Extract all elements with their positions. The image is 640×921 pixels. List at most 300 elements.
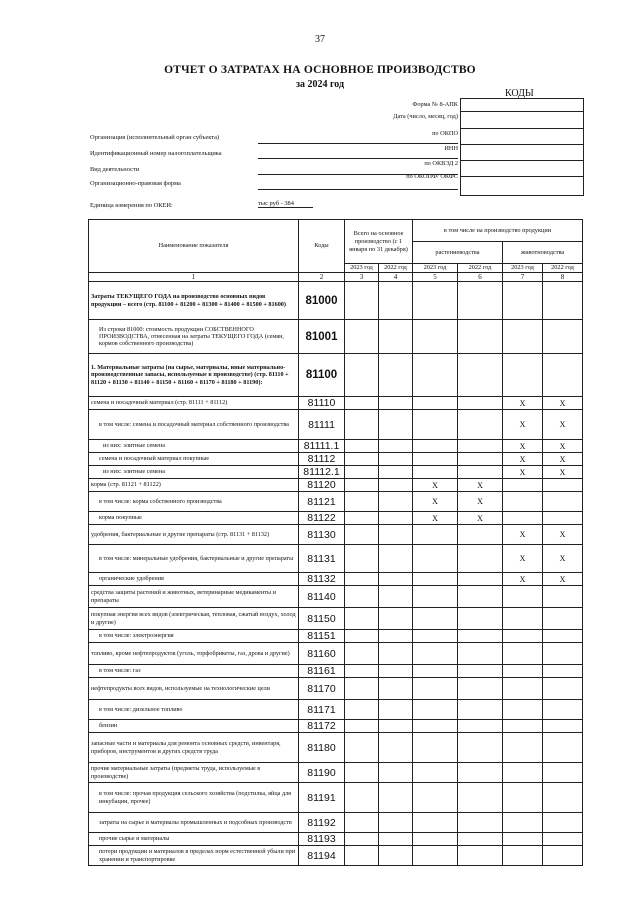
row-name: из них: элитные семена: [89, 440, 299, 453]
table-row: [89, 512, 583, 525]
row-name: семена и посадочный материал покупные: [89, 453, 299, 466]
row-code: 81112: [299, 453, 345, 466]
report-subtitle: за 2024 год: [295, 79, 345, 90]
activity-label: Вид деятельности: [90, 166, 140, 173]
row-name: органические удобрения: [89, 573, 299, 586]
value-cell[interactable]: [379, 783, 413, 813]
na-mark: X: [543, 410, 583, 440]
row-code: 81193: [299, 833, 345, 846]
report-title: ОТЧЕТ О ЗАТРАТАХ НА ОСНОВНОЕ ПРОИЗВОДСТВО: [164, 64, 476, 76]
row-name: средства защиты растений и животных, ветеринарные медикаменты и препараты: [89, 586, 299, 608]
table-row: [89, 397, 583, 410]
code-label-date: Дата (число, месяц, год): [393, 113, 458, 120]
value-cell[interactable]: [413, 466, 458, 479]
value-cell[interactable]: [345, 586, 379, 608]
value-cell[interactable]: [413, 525, 458, 545]
value-cell[interactable]: [503, 678, 543, 700]
na-mark: X: [503, 410, 543, 440]
code-cell[interactable]: [461, 99, 583, 112]
value-cell[interactable]: [379, 492, 413, 512]
row-code: 81151: [299, 630, 345, 643]
row-name: нефтепродукты всех видов, используемые на технологические цели: [89, 678, 299, 700]
row-name: в том числе: минеральные удобрения, бактериальные и другие препараты: [89, 545, 299, 573]
col-number: 1: [89, 273, 299, 282]
na-mark: X: [503, 440, 543, 453]
row-name: 1. Материальные затраты (на сырье, материалы, иные материально-производственные запасы, используемые в производстве) (стр. 81110 + 81120 + 81130 + 81140 + 81150 + 81160 + 81170 + 81180 + 81190):: [89, 354, 299, 397]
value-cell[interactable]: [503, 354, 543, 397]
row-name: покупная энергия всех видов (электрическая, тепловая, сжатый воздух, холод и другие): [89, 608, 299, 630]
table-row: [89, 440, 583, 453]
row-name: Из строки 81000: стоимость продукции СОБСТВЕННОГО ПРОИЗВОДСТВА, отнесенная на затраты ТЕКУЩЕГО ГОДА (семян, кормов собственного производства): [89, 320, 299, 354]
value-cell[interactable]: [503, 282, 543, 320]
inn-field[interactable]: [258, 157, 458, 159]
na-mark: X: [503, 525, 543, 545]
value-cell[interactable]: [413, 282, 458, 320]
row-name: Затраты ТЕКУЩЕГО ГОДА на производство основных видов продукции – всего (стр. 81100 + 81200 + 81300 + 81400 + 81500 + 81600): [89, 282, 299, 320]
row-name: в том числе: корма собственного производства: [89, 492, 299, 512]
row-name: потери продукции и материалов в пределах норм естественной убыли при хранении и транспортировке: [89, 846, 299, 866]
value-cell[interactable]: [413, 440, 458, 453]
code-label-inn: ИНН: [444, 145, 458, 152]
value-cell[interactable]: [503, 479, 543, 492]
value-cell[interactable]: [413, 813, 458, 833]
na-mark: X: [503, 573, 543, 586]
value-cell[interactable]: [458, 813, 503, 833]
value-cell[interactable]: [379, 397, 413, 410]
row-code: 81190: [299, 763, 345, 783]
value-cell[interactable]: [345, 783, 379, 813]
value-cell[interactable]: [345, 525, 379, 545]
codes-box: [460, 98, 584, 196]
year-header: 2023 год: [503, 264, 543, 273]
value-cell[interactable]: [345, 720, 379, 733]
value-cell[interactable]: [413, 733, 458, 763]
value-cell[interactable]: [503, 783, 543, 813]
table-row: [89, 833, 583, 846]
na-mark: X: [543, 525, 583, 545]
value-cell[interactable]: [413, 643, 458, 665]
value-cell[interactable]: [345, 733, 379, 763]
value-cell[interactable]: [458, 586, 503, 608]
value-cell[interactable]: [379, 733, 413, 763]
value-cell[interactable]: [413, 678, 458, 700]
value-cell[interactable]: [503, 846, 543, 866]
row-name: в том числе: газ: [89, 665, 299, 678]
value-cell[interactable]: [345, 608, 379, 630]
value-cell[interactable]: [413, 320, 458, 354]
row-name: из них: элитные семена: [89, 466, 299, 479]
value-cell[interactable]: [543, 643, 583, 665]
value-cell[interactable]: [543, 720, 583, 733]
value-cell[interactable]: [379, 525, 413, 545]
row-name: прочие материальные затраты (предметы труда, используемые в производстве): [89, 763, 299, 783]
value-cell[interactable]: [503, 320, 543, 354]
value-cell[interactable]: [543, 479, 583, 492]
value-cell[interactable]: [543, 833, 583, 846]
value-cell[interactable]: [413, 453, 458, 466]
value-cell[interactable]: [503, 630, 543, 643]
value-cell[interactable]: [413, 846, 458, 866]
value-cell[interactable]: [413, 720, 458, 733]
value-cell[interactable]: [413, 783, 458, 813]
value-cell[interactable]: [543, 813, 583, 833]
org-name-field[interactable]: [258, 142, 458, 144]
value-cell[interactable]: [413, 608, 458, 630]
code-label-okopf: по ОКОПФ/ ОКФС: [406, 173, 458, 180]
value-cell[interactable]: [345, 282, 379, 320]
value-cell[interactable]: [458, 397, 503, 410]
value-cell[interactable]: [345, 700, 379, 720]
codes-header: КОДЫ: [505, 88, 534, 99]
year-header: 2022 год: [543, 264, 583, 273]
value-cell[interactable]: [345, 763, 379, 783]
row-code: 81111: [299, 410, 345, 440]
value-cell[interactable]: [458, 608, 503, 630]
value-cell[interactable]: [503, 492, 543, 512]
value-cell[interactable]: [503, 643, 543, 665]
na-mark: X: [503, 545, 543, 573]
value-cell[interactable]: [543, 282, 583, 320]
value-cell[interactable]: [458, 320, 503, 354]
value-cell[interactable]: [379, 720, 413, 733]
value-cell[interactable]: [543, 320, 583, 354]
value-cell[interactable]: [503, 813, 543, 833]
value-cell[interactable]: [458, 410, 503, 440]
code-cell[interactable]: [461, 177, 583, 196]
row-name: корма (стр. 81121 + 81122): [89, 479, 299, 492]
table-row: [89, 354, 583, 397]
table-row: [89, 678, 583, 700]
value-cell[interactable]: [543, 665, 583, 678]
value-cell[interactable]: [413, 573, 458, 586]
value-cell[interactable]: [345, 397, 379, 410]
row-code: 81130: [299, 525, 345, 545]
value-cell[interactable]: [345, 440, 379, 453]
table-row: [89, 763, 583, 783]
value-cell[interactable]: [458, 733, 503, 763]
value-cell[interactable]: [458, 846, 503, 866]
row-name: запасные части и материалы для ремонта основных средств, инвентаря, приборов, инструментов и других средств труда: [89, 733, 299, 763]
row-code: 81100: [299, 354, 345, 397]
row-name: в том числе: дизельное топливо: [89, 700, 299, 720]
col-number: 8: [543, 273, 583, 282]
na-mark: X: [543, 440, 583, 453]
na-mark: X: [503, 466, 543, 479]
value-cell[interactable]: [503, 720, 543, 733]
na-mark: X: [413, 492, 458, 512]
code-cell[interactable]: [461, 129, 583, 145]
value-cell[interactable]: [379, 282, 413, 320]
year-header: 2022 год: [379, 264, 413, 273]
table-row: [89, 700, 583, 720]
table-row: [89, 630, 583, 643]
value-cell[interactable]: [543, 630, 583, 643]
value-cell[interactable]: [458, 763, 503, 783]
value-cell[interactable]: [345, 410, 379, 440]
value-cell[interactable]: [413, 397, 458, 410]
value-cell[interactable]: [379, 466, 413, 479]
row-code: 81110: [299, 397, 345, 410]
table-row: [89, 466, 583, 479]
row-code: 81132: [299, 573, 345, 586]
row-code: 81112.1: [299, 466, 345, 479]
value-cell[interactable]: [379, 573, 413, 586]
value-cell[interactable]: [379, 453, 413, 466]
value-cell[interactable]: [543, 783, 583, 813]
row-name: корма покупные: [89, 512, 299, 525]
value-cell[interactable]: [413, 410, 458, 440]
row-code: 81170: [299, 678, 345, 700]
row-name: прочие сырье и материалы: [89, 833, 299, 846]
table-row: [89, 665, 583, 678]
value-cell[interactable]: [458, 665, 503, 678]
row-code: 81131: [299, 545, 345, 573]
value-cell[interactable]: [458, 643, 503, 665]
value-cell[interactable]: [379, 479, 413, 492]
value-cell[interactable]: [503, 512, 543, 525]
col-number: 7: [503, 273, 543, 282]
na-mark: X: [543, 545, 583, 573]
value-cell[interactable]: [345, 512, 379, 525]
na-mark: X: [543, 466, 583, 479]
value-cell[interactable]: [543, 763, 583, 783]
code-label-okpo: по ОКПО: [432, 130, 458, 137]
value-cell[interactable]: [379, 643, 413, 665]
row-code: 81192: [299, 813, 345, 833]
row-name: топливо, кроме нефтепродуктов (уголь, торфобрикеты, газ, дрова и другие): [89, 643, 299, 665]
value-cell[interactable]: [379, 512, 413, 525]
value-cell[interactable]: [345, 492, 379, 512]
row-code: 81161: [299, 665, 345, 678]
value-cell[interactable]: [379, 545, 413, 573]
value-cell[interactable]: [458, 630, 503, 643]
col-header-livestock: животноводства: [503, 242, 583, 264]
value-cell[interactable]: [413, 700, 458, 720]
table-row: [89, 813, 583, 833]
value-cell[interactable]: [345, 846, 379, 866]
value-cell[interactable]: [543, 512, 583, 525]
table-row: [89, 733, 583, 763]
value-cell[interactable]: [503, 586, 543, 608]
value-cell[interactable]: [345, 643, 379, 665]
value-cell[interactable]: [458, 833, 503, 846]
value-cell[interactable]: [458, 573, 503, 586]
value-cell[interactable]: [379, 608, 413, 630]
col-number: 2: [299, 273, 345, 282]
value-cell[interactable]: [345, 453, 379, 466]
value-cell[interactable]: [413, 545, 458, 573]
value-cell[interactable]: [345, 630, 379, 643]
table-row: [89, 720, 583, 733]
value-cell[interactable]: [413, 630, 458, 643]
value-cell[interactable]: [458, 282, 503, 320]
code-cell[interactable]: [461, 161, 583, 177]
table-row: [89, 846, 583, 866]
legal-form-field[interactable]: [258, 188, 458, 190]
code-cell[interactable]: [461, 112, 583, 129]
value-cell[interactable]: [543, 492, 583, 512]
value-cell[interactable]: [413, 354, 458, 397]
year-header: 2022 год: [458, 264, 503, 273]
value-cell[interactable]: [413, 833, 458, 846]
table-row: [89, 320, 583, 354]
value-cell[interactable]: [543, 586, 583, 608]
na-mark: X: [503, 397, 543, 410]
value-cell[interactable]: [345, 354, 379, 397]
value-cell[interactable]: [458, 525, 503, 545]
value-cell[interactable]: [413, 763, 458, 783]
value-cell[interactable]: [379, 410, 413, 440]
row-name: удобрения, бактериальные и другие препараты (стр. 81131 + 81132): [89, 525, 299, 545]
value-cell[interactable]: [543, 700, 583, 720]
row-code: 81171: [299, 700, 345, 720]
value-cell[interactable]: [379, 630, 413, 643]
value-cell[interactable]: [379, 440, 413, 453]
value-cell[interactable]: [458, 783, 503, 813]
na-mark: X: [458, 512, 503, 525]
table-row: [89, 525, 583, 545]
row-code: 81122: [299, 512, 345, 525]
value-cell[interactable]: [379, 763, 413, 783]
value-cell[interactable]: [413, 586, 458, 608]
value-cell[interactable]: [458, 700, 503, 720]
col-header-name: Наименование показателя: [89, 220, 299, 273]
value-cell[interactable]: [379, 700, 413, 720]
value-cell[interactable]: [345, 573, 379, 586]
value-cell[interactable]: [503, 833, 543, 846]
table-row: [89, 282, 583, 320]
table-row: [89, 479, 583, 492]
unit-value: тыс руб - 384: [258, 200, 313, 208]
value-cell[interactable]: [503, 700, 543, 720]
row-code: 81140: [299, 586, 345, 608]
value-cell[interactable]: [379, 846, 413, 866]
col-number: 5: [413, 273, 458, 282]
col-number: 4: [379, 273, 413, 282]
value-cell[interactable]: [345, 833, 379, 846]
col-number: 6: [458, 273, 503, 282]
row-name: семена и посадочный материал (стр. 81111 + 81112): [89, 397, 299, 410]
value-cell[interactable]: [458, 545, 503, 573]
value-cell[interactable]: [503, 763, 543, 783]
row-code: 81150: [299, 608, 345, 630]
value-cell[interactable]: [379, 665, 413, 678]
table-row: [89, 410, 583, 440]
row-code: 81160: [299, 643, 345, 665]
col-header-including: в том числе на производство продукции: [413, 220, 583, 242]
value-cell[interactable]: [345, 665, 379, 678]
row-code: 81111.1: [299, 440, 345, 453]
na-mark: X: [458, 479, 503, 492]
value-cell[interactable]: [458, 720, 503, 733]
value-cell[interactable]: [503, 608, 543, 630]
value-cell[interactable]: [345, 466, 379, 479]
expenses-table: [88, 219, 583, 866]
value-cell[interactable]: [345, 678, 379, 700]
row-name: в том числе: семена и посадочный материал собственного производства: [89, 410, 299, 440]
value-cell[interactable]: [345, 320, 379, 354]
table-row: [89, 643, 583, 665]
row-code: 81120: [299, 479, 345, 492]
row-code: 81172: [299, 720, 345, 733]
col-number: 3: [345, 273, 379, 282]
value-cell[interactable]: [379, 833, 413, 846]
value-cell[interactable]: [543, 846, 583, 866]
table-row: [89, 453, 583, 466]
row-code: 81000: [299, 282, 345, 320]
na-mark: X: [413, 512, 458, 525]
value-cell[interactable]: [379, 354, 413, 397]
value-cell[interactable]: [379, 320, 413, 354]
value-cell[interactable]: [413, 665, 458, 678]
table-row: [89, 783, 583, 813]
table-row: [89, 608, 583, 630]
na-mark: X: [458, 492, 503, 512]
activity-field[interactable]: [258, 173, 458, 175]
row-name: в том числе: прочая продукция сельского хозяйства (подстилка, яйца для инкубации, прочее): [89, 783, 299, 813]
page-number: 37: [315, 34, 325, 45]
code-label-okved: по ОКВЭД 2: [424, 160, 458, 167]
value-cell[interactable]: [379, 678, 413, 700]
value-cell[interactable]: [379, 586, 413, 608]
value-cell[interactable]: [458, 678, 503, 700]
row-name: бензин: [89, 720, 299, 733]
row-code: 81001: [299, 320, 345, 354]
org-name-label: Организация (исполнительный орган субъекта): [90, 134, 220, 141]
value-cell[interactable]: [458, 453, 503, 466]
value-cell[interactable]: [345, 479, 379, 492]
col-header-total: Всего на основное производство (с 1 января по 31 декабря): [345, 220, 413, 264]
table-row: [89, 586, 583, 608]
year-header: 2023 год: [413, 264, 458, 273]
na-mark: X: [503, 453, 543, 466]
value-cell[interactable]: [345, 813, 379, 833]
value-cell[interactable]: [503, 733, 543, 763]
na-mark: X: [543, 397, 583, 410]
value-cell[interactable]: [543, 678, 583, 700]
row-code: 81191: [299, 783, 345, 813]
value-cell[interactable]: [543, 733, 583, 763]
legal-form-label: Организационно-правовая форма: [90, 180, 181, 187]
inn-label: Идентификационный номер налогоплательщика: [90, 150, 222, 157]
unit-label: Единица измерения по ОКЕИ:: [90, 202, 173, 209]
value-cell[interactable]: [543, 608, 583, 630]
table-row: [89, 573, 583, 586]
col-header-crop: растениеводства: [413, 242, 503, 264]
value-cell[interactable]: [503, 665, 543, 678]
value-cell[interactable]: [458, 354, 503, 397]
value-cell[interactable]: [458, 440, 503, 453]
row-code: 81194: [299, 846, 345, 866]
code-label-form: Форма № 8-АПК: [412, 101, 458, 108]
value-cell[interactable]: [345, 545, 379, 573]
row-name: в том числе: электроэнергия: [89, 630, 299, 643]
na-mark: X: [543, 573, 583, 586]
value-cell[interactable]: [458, 466, 503, 479]
na-mark: X: [413, 479, 458, 492]
table-row: [89, 492, 583, 512]
row-name: затраты на сырье и материалы промышленных и подсобных производств: [89, 813, 299, 833]
na-mark: X: [543, 453, 583, 466]
row-code: 81180: [299, 733, 345, 763]
value-cell[interactable]: [543, 354, 583, 397]
code-cell[interactable]: [461, 145, 583, 161]
year-header: 2023 год: [345, 264, 379, 273]
table-row: [89, 545, 583, 573]
value-cell[interactable]: [379, 813, 413, 833]
col-header-code: Коды: [299, 220, 345, 273]
row-code: 81121: [299, 492, 345, 512]
